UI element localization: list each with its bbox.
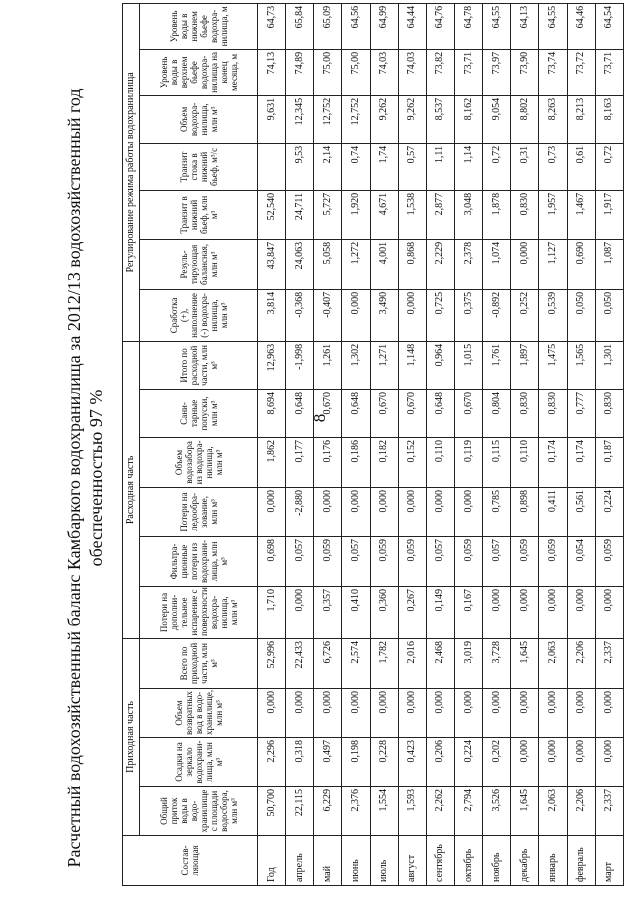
table-cell: 3,019: [454, 638, 482, 688]
table-row: [398, 3, 426, 885]
table-cell: 0,73: [539, 143, 567, 190]
table-cell: 0,000: [258, 689, 286, 738]
table-cell: 0,267: [398, 586, 426, 638]
row-label: январь: [539, 836, 567, 886]
table-cell: 0,152: [398, 437, 426, 487]
table-cell: 2,376: [342, 787, 370, 836]
table-cell: 0,000: [398, 689, 426, 738]
table-cell: 0,777: [567, 389, 595, 437]
column-header: Сработка (+), наполнение (-) водохра-нилища, млн м³: [140, 289, 258, 341]
column-header: Осадки на зеркало водохрани-лища, млн м³: [140, 738, 258, 787]
table-cell: 0,000: [426, 689, 454, 738]
table-cell: 0,61: [567, 143, 595, 190]
table-cell: 0,74: [342, 143, 370, 190]
table-row: [314, 3, 342, 885]
table-cell: 0,059: [595, 536, 623, 586]
table-cell: 0,000: [567, 738, 595, 787]
table-cell: 0,000: [314, 689, 342, 738]
table-cell: 0,539: [539, 289, 567, 341]
table-cell: 0,561: [567, 487, 595, 536]
table-cell: 4,001: [370, 239, 398, 289]
table-cell: 43,847: [258, 239, 286, 289]
table-cell: 9,53: [286, 143, 314, 190]
column-header: Объем водозабора из водохра-нилища, млн м³: [140, 437, 258, 487]
column-header: Общий приток воды в водо-хранилище с площади водосбора, млн м³: [140, 787, 258, 836]
table-cell: 9,054: [483, 95, 511, 143]
table-cell: 0,000: [595, 689, 623, 738]
row-label: октябрь: [454, 836, 482, 886]
table-cell: 0,176: [314, 437, 342, 487]
table-cell: 73,72: [567, 49, 595, 95]
table-cell: 0,423: [398, 738, 426, 787]
table-row: [567, 3, 595, 885]
table-cell: 1,710: [258, 586, 286, 638]
table-cell: -0,892: [483, 289, 511, 341]
table-cell: 1,272: [342, 239, 370, 289]
table-cell: 22,433: [286, 638, 314, 688]
column-header-row: [140, 3, 258, 885]
table-cell: 64,73: [258, 3, 286, 49]
table-cell: 0,670: [454, 389, 482, 437]
column-header: Резуль-тирующая балансная, млн м³: [140, 239, 258, 289]
table-cell: 0,898: [511, 487, 539, 536]
table-cell: 0,050: [567, 289, 595, 341]
table-cell: 3,490: [370, 289, 398, 341]
table-cell: 0,72: [483, 143, 511, 190]
table-cell: 0,000: [454, 689, 482, 738]
table-cell: 0,000: [511, 586, 539, 638]
table-cell: 0,318: [286, 738, 314, 787]
table-cell: 0,000: [286, 586, 314, 638]
table-host: [122, 5, 624, 886]
table-cell: 64,13: [511, 3, 539, 49]
table-cell: 0,000: [398, 487, 426, 536]
table-cell: 3,526: [483, 787, 511, 836]
table-cell: 2,229: [426, 239, 454, 289]
table-cell: 2,337: [595, 787, 623, 836]
column-header: Всего по приходной части, млн м³: [140, 638, 258, 688]
table-cell: 0,202: [483, 738, 511, 787]
column-header: Транзит в нижний бьеф, млн м³: [140, 190, 258, 239]
table-cell: 0,057: [286, 536, 314, 586]
table-cell: 74,89: [286, 49, 314, 95]
table-cell: 0,31: [511, 143, 539, 190]
table-cell: 0,187: [595, 437, 623, 487]
table-cell: 52,540: [258, 190, 286, 239]
table-cell: 0,110: [511, 437, 539, 487]
table-cell: 8,163: [595, 95, 623, 143]
column-header: Потери на ледообра-зование, млн м³: [140, 487, 258, 536]
table-row: [595, 3, 623, 885]
table-cell: 12,752: [342, 95, 370, 143]
table-cell: 12,345: [286, 95, 314, 143]
table-cell: 0,000: [539, 738, 567, 787]
table-cell: 1,301: [595, 341, 623, 389]
table-cell: 0,000: [483, 689, 511, 738]
table-cell: 64,99: [370, 3, 398, 49]
page-number: 8: [310, 413, 329, 423]
table-cell: 1,11: [426, 143, 454, 190]
table-cell: 0,177: [286, 437, 314, 487]
table-cell: 0,000: [511, 738, 539, 787]
table-cell: 75,00: [314, 49, 342, 95]
table-cell: 0,000: [567, 689, 595, 738]
table-row: [454, 3, 482, 885]
table-cell: 1,920: [342, 190, 370, 239]
table-cell: 1,074: [483, 239, 511, 289]
table-row: [539, 3, 567, 885]
table-cell: 2,206: [567, 787, 595, 836]
table-cell: 2,574: [342, 638, 370, 688]
table-cell: 0,115: [483, 437, 511, 487]
table-cell: 0,690: [567, 239, 595, 289]
table-cell: 0,410: [342, 586, 370, 638]
table-cell: 0,182: [370, 437, 398, 487]
table-cell: -2,880: [286, 487, 314, 536]
table-cell: 0,050: [595, 289, 623, 341]
table-cell: 0,375: [454, 289, 482, 341]
row-label: ноябрь: [483, 836, 511, 886]
first-header: Состав-ляющая: [123, 836, 258, 886]
group-header-expense: Расходная часть: [123, 341, 140, 638]
group-header-row: [123, 3, 140, 885]
table-cell: 0,360: [370, 586, 398, 638]
group-header-income: Приходная часть: [123, 638, 140, 835]
table-cell: 0,698: [258, 536, 286, 586]
table-cell: 0,000: [370, 487, 398, 536]
table-cell: 64,55: [539, 3, 567, 49]
column-header: Объем водохра-нилища, млн м³: [140, 95, 258, 143]
title-line-1: Расчетный водохозяйственный баланс Камбаркого водохранилища за 2012/13 водохозяйственный год: [64, 88, 84, 868]
table-cell: 0,054: [567, 536, 595, 586]
column-header: Уровень воды в нижнем бьефе водохра-нилища, м: [140, 3, 258, 49]
table-cell: 2,016: [398, 638, 426, 688]
table-cell: 74,03: [370, 49, 398, 95]
table-cell: 0,000: [539, 586, 567, 638]
table-cell: 0,000: [483, 586, 511, 638]
table-cell: 2,794: [454, 787, 482, 836]
table-cell: 9,262: [370, 95, 398, 143]
table-row: [370, 3, 398, 885]
table-cell: 1,862: [258, 437, 286, 487]
table-row: [511, 3, 539, 885]
table-cell: 24,711: [286, 190, 314, 239]
table-cell: 74,03: [398, 49, 426, 95]
table-cell: 0,000: [539, 689, 567, 738]
row-label: август: [398, 836, 426, 886]
table-cell: 8,213: [567, 95, 595, 143]
table-cell: 64,56: [342, 3, 370, 49]
table-body: [258, 3, 624, 885]
table-cell: -0,368: [286, 289, 314, 341]
table-cell: 12,752: [314, 95, 342, 143]
table-cell: 1,554: [370, 787, 398, 836]
table-cell: 1,467: [567, 190, 595, 239]
table-cell: 74,13: [258, 49, 286, 95]
table-cell: 0,000: [370, 689, 398, 738]
table-cell: 2,378: [454, 239, 482, 289]
table-cell: 1,148: [398, 341, 426, 389]
table-cell: 2,262: [426, 787, 454, 836]
table-cell: 73,82: [426, 49, 454, 95]
table-cell: 0,174: [567, 437, 595, 487]
table-cell: 22,115: [286, 787, 314, 836]
table-cell: 1,957: [539, 190, 567, 239]
table-rotator: [122, 5, 624, 886]
table-cell: 3,728: [483, 638, 511, 688]
column-header: Итого по расходной части, млн м³: [140, 341, 258, 389]
table-cell: 9,631: [258, 95, 286, 143]
table-cell: 0,648: [286, 389, 314, 437]
table-cell: 1,74: [370, 143, 398, 190]
column-header: Потери на дополни-тельное испарение с поверхности водохра-нилища, млн м³: [140, 586, 258, 638]
table-cell: 0,119: [454, 437, 482, 487]
column-header: Объем возвратных вод в водо-хранилище, млн м³: [140, 689, 258, 738]
table-cell: 0,059: [539, 536, 567, 586]
table-cell: 64,44: [398, 3, 426, 49]
table-cell: 0,198: [342, 738, 370, 787]
table-cell: 4,671: [370, 190, 398, 239]
table-cell: 0,000: [511, 239, 539, 289]
row-label: февраль: [567, 836, 595, 886]
table-cell: 0,000: [426, 487, 454, 536]
table-cell: 2,337: [595, 638, 623, 688]
table-cell: 0,057: [342, 536, 370, 586]
table-cell: 0,804: [483, 389, 511, 437]
table-cell: 8,694: [258, 389, 286, 437]
table-cell: 0,228: [370, 738, 398, 787]
table-cell: 1,782: [370, 638, 398, 688]
table-cell: 65,09: [314, 3, 342, 49]
table-cell: 0,110: [426, 437, 454, 487]
row-label: июнь: [342, 836, 370, 886]
table-cell: 1,593: [398, 787, 426, 836]
table-cell: 0,167: [454, 586, 482, 638]
document-title: [63, 48, 107, 908]
table-cell: 1,127: [539, 239, 567, 289]
table-cell: 0,057: [426, 536, 454, 586]
table-cell: 0,670: [370, 389, 398, 437]
table-row: [342, 3, 370, 885]
table-cell: 0,830: [511, 389, 539, 437]
table-cell: 0,174: [539, 437, 567, 487]
row-label: Год: [258, 836, 286, 886]
table-cell: 0,57: [398, 143, 426, 190]
table-cell: 0,057: [483, 536, 511, 586]
table-cell: 1,261: [314, 341, 342, 389]
row-label: июль: [370, 836, 398, 886]
table-cell: 8,537: [426, 95, 454, 143]
table-cell: 52,996: [258, 638, 286, 688]
table-cell: 0,000: [398, 289, 426, 341]
table-cell: 0,830: [595, 389, 623, 437]
table-cell: 1,14: [454, 143, 482, 190]
table-cell: 1,761: [483, 341, 511, 389]
table-row: [426, 3, 454, 885]
table-cell: 0,785: [483, 487, 511, 536]
table-cell: 0,059: [398, 536, 426, 586]
table-cell: -1,998: [286, 341, 314, 389]
table-cell: 3,048: [454, 190, 482, 239]
table-cell: 0,725: [426, 289, 454, 341]
table-row: [258, 3, 286, 885]
table-cell: 0,964: [426, 341, 454, 389]
table-cell: 0,059: [511, 536, 539, 586]
table-cell: 73,71: [454, 49, 482, 95]
table-cell: 0,000: [567, 586, 595, 638]
table-cell: 65,84: [286, 3, 314, 49]
table-cell: 64,78: [454, 3, 482, 49]
table-cell: 73,90: [511, 49, 539, 95]
water-balance-table: [122, 3, 624, 886]
table-row: [483, 3, 511, 885]
table-cell: -0,407: [314, 289, 342, 341]
table-cell: 0,830: [511, 190, 539, 239]
table-cell: 0,000: [342, 689, 370, 738]
table-cell: 0,000: [286, 689, 314, 738]
table-cell: 0,000: [595, 586, 623, 638]
table-cell: 2,063: [539, 638, 567, 688]
table-cell: 24,063: [286, 239, 314, 289]
table-cell: 0,059: [370, 536, 398, 586]
table-cell: 0,868: [398, 239, 426, 289]
column-header: Фильтра-ционные потери из водохрани-лища, млн м³: [140, 536, 258, 586]
table-cell: 0,000: [454, 487, 482, 536]
table-cell: 2,296: [258, 738, 286, 787]
table-cell: 64,46: [567, 3, 595, 49]
table-cell: 0,670: [314, 389, 342, 437]
table-cell: 0,411: [539, 487, 567, 536]
table-cell: 0,000: [314, 487, 342, 536]
column-header: Транзит стока в нижний бьеф, м³/с: [140, 143, 258, 190]
table-row: [286, 3, 314, 885]
table-cell: 73,74: [539, 49, 567, 95]
row-label: май: [314, 836, 342, 886]
table-cell: 1,878: [483, 190, 511, 239]
table-cell: 1,302: [342, 341, 370, 389]
table-cell: 0,648: [342, 389, 370, 437]
table-cell: 50,700: [258, 787, 286, 836]
table-cell: 8,162: [454, 95, 482, 143]
table-cell: 8,802: [511, 95, 539, 143]
table-cell: 73,97: [483, 49, 511, 95]
table-cell: 0,206: [426, 738, 454, 787]
table-cell: 0,000: [511, 689, 539, 738]
column-header: Сани-тарные попуски, млн м³: [140, 389, 258, 437]
table-cell: 1,645: [511, 787, 539, 836]
table-cell: 0,224: [454, 738, 482, 787]
table-cell: 1,917: [595, 190, 623, 239]
table-cell: 64,54: [595, 3, 623, 49]
table-cell: 0,000: [342, 487, 370, 536]
table-cell: 1,015: [454, 341, 482, 389]
table-cell: 0,059: [314, 536, 342, 586]
group-header-regulation: Регулирование режима работы водохранилища: [123, 3, 140, 341]
table-cell: 64,76: [426, 3, 454, 49]
table-cell: 3,814: [258, 289, 286, 341]
title-box: [52, 88, 118, 868]
table-cell: 0,648: [426, 389, 454, 437]
table-cell: 0,186: [342, 437, 370, 487]
table-cell: 1,565: [567, 341, 595, 389]
table-cell: 2,468: [426, 638, 454, 688]
table-cell: 6,726: [314, 638, 342, 688]
table-cell: 0,224: [595, 487, 623, 536]
table-cell: 1,087: [595, 239, 623, 289]
table-cell: 0,497: [314, 738, 342, 787]
table-cell: [258, 143, 286, 190]
table-cell: 2,206: [567, 638, 595, 688]
row-label: март: [595, 836, 623, 886]
table-cell: 2,14: [314, 143, 342, 190]
table-cell: 2,063: [539, 787, 567, 836]
table-cell: 0,830: [539, 389, 567, 437]
table-cell: 1,271: [370, 341, 398, 389]
table-cell: 1,897: [511, 341, 539, 389]
title-line-2: обеспеченностью 97 %: [86, 389, 106, 567]
table-cell: 1,645: [511, 638, 539, 688]
row-label: сентябрь: [426, 836, 454, 886]
table-cell: 0,670: [398, 389, 426, 437]
row-label: декабрь: [511, 836, 539, 886]
table-cell: 5,727: [314, 190, 342, 239]
table-cell: 0,059: [454, 536, 482, 586]
table-cell: 12,963: [258, 341, 286, 389]
table-cell: 0,357: [314, 586, 342, 638]
table-cell: 0,149: [426, 586, 454, 638]
table-cell: 8,263: [539, 95, 567, 143]
table-cell: 5,058: [314, 239, 342, 289]
table-cell: 0,000: [595, 738, 623, 787]
table-cell: 0,000: [342, 289, 370, 341]
column-header: Уровень воды в верхнем бьефе водохра-нилища на конец месяца, м: [140, 49, 258, 95]
table-cell: 1,475: [539, 341, 567, 389]
table-cell: 0,252: [511, 289, 539, 341]
table-cell: 9,262: [398, 95, 426, 143]
table-cell: 2,877: [426, 190, 454, 239]
table-cell: 75,00: [342, 49, 370, 95]
table-cell: 0,72: [595, 143, 623, 190]
table-cell: 73,71: [595, 49, 623, 95]
row-label: апрель: [286, 836, 314, 886]
table-cell: 1,538: [398, 190, 426, 239]
table-cell: 0,000: [258, 487, 286, 536]
table-cell: 6,229: [314, 787, 342, 836]
table-cell: 64,55: [483, 3, 511, 49]
